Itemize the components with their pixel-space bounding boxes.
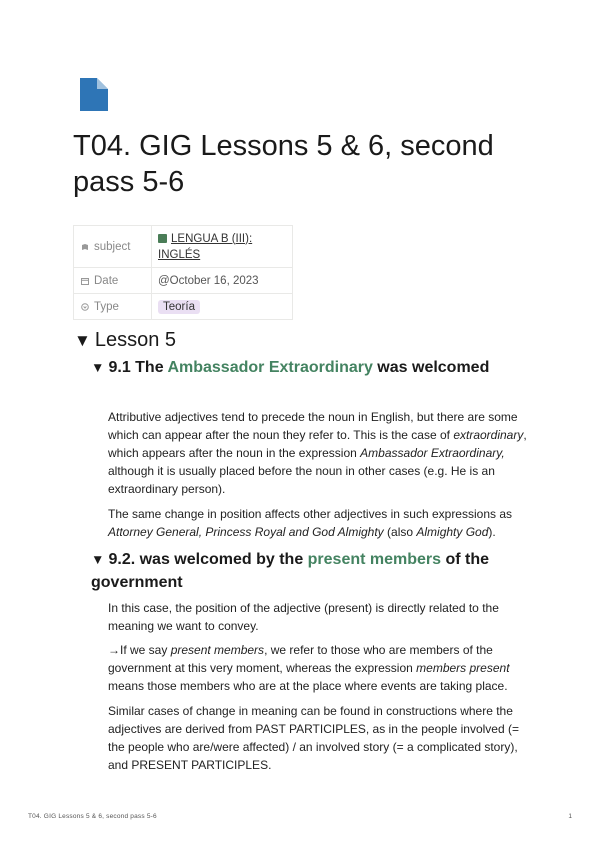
- paragraph: The same change in position affects other adjectives in such expressions as Attorney General, Princess Royal and God Almighty (also Almighty God).: [108, 507, 513, 539]
- lesson-5-toggle[interactable]: [74, 329, 176, 352]
- section-9-1-toggle[interactable]: ▼ 9.1 The Ambassador Extraordinary was welcomed: [91, 359, 490, 376]
- property-row-subject: [74, 226, 293, 268]
- toggle-triangle-icon: ▼: [74, 331, 91, 350]
- page-icon: [80, 78, 108, 111]
- paragraph: →If we say present members, we refer to those who are members of the government at this very moment, whereas the expression members present means those members who are at the place where events are taking place.: [108, 643, 510, 693]
- page-footer: T04. GIG Lessons 5 & 6, second pass 5-6: [28, 813, 157, 820]
- highlight-text: present members: [307, 551, 442, 568]
- type-label: Type: [94, 300, 119, 313]
- calendar-icon: [81, 277, 89, 285]
- lesson-5-heading: Lesson 5: [94, 329, 176, 351]
- section-9-2-toggle[interactable]: ▼ 9.2. was welcomed by the present members of the government: [91, 551, 490, 591]
- subject-link[interactable]: LENGUA B (III): INGLÉS: [158, 232, 253, 261]
- paragraph: Attributive adjectives tend to precede the noun in English, but there are some which can appear after the noun they refer to. This is the case of extraordinary, which appears after the noun in the expression Ambassador Extraordinary, although it is usually placed before the noun in other cases (e.g. He is an extraordinary person).: [108, 410, 527, 496]
- property-row-date: [74, 268, 293, 294]
- date-value: @October 16, 2023: [152, 268, 293, 294]
- page-title: T04. GIG Lessons 5 & 6, second pass 5-6: [73, 130, 494, 198]
- select-icon: [81, 303, 89, 311]
- subject-label: subject: [94, 240, 131, 253]
- toggle-triangle-icon: ▼: [91, 552, 105, 567]
- highlight-text: Ambassador Extraordinary: [167, 359, 373, 376]
- toggle-triangle-icon: ▼: [91, 360, 105, 375]
- property-row-type: [74, 294, 293, 320]
- date-label: Date: [94, 274, 119, 287]
- paragraph: Similar cases of change in meaning can be found in constructions where the adjectives are derived from PAST PARTICIPLES, as in the people involved (= the people who are/were affected) / an involved story (= a complicated story), and PRESENT PARTICIPLES.: [108, 704, 519, 772]
- relation-icon: [81, 243, 89, 251]
- properties-table: [73, 225, 293, 320]
- type-tag[interactable]: Teoría: [158, 300, 200, 314]
- paragraph: In this case, the position of the adjective (present) is directly related to the meaning we want to convey.: [108, 601, 499, 633]
- book-icon: [158, 234, 167, 243]
- page-number: 1: [568, 813, 572, 820]
